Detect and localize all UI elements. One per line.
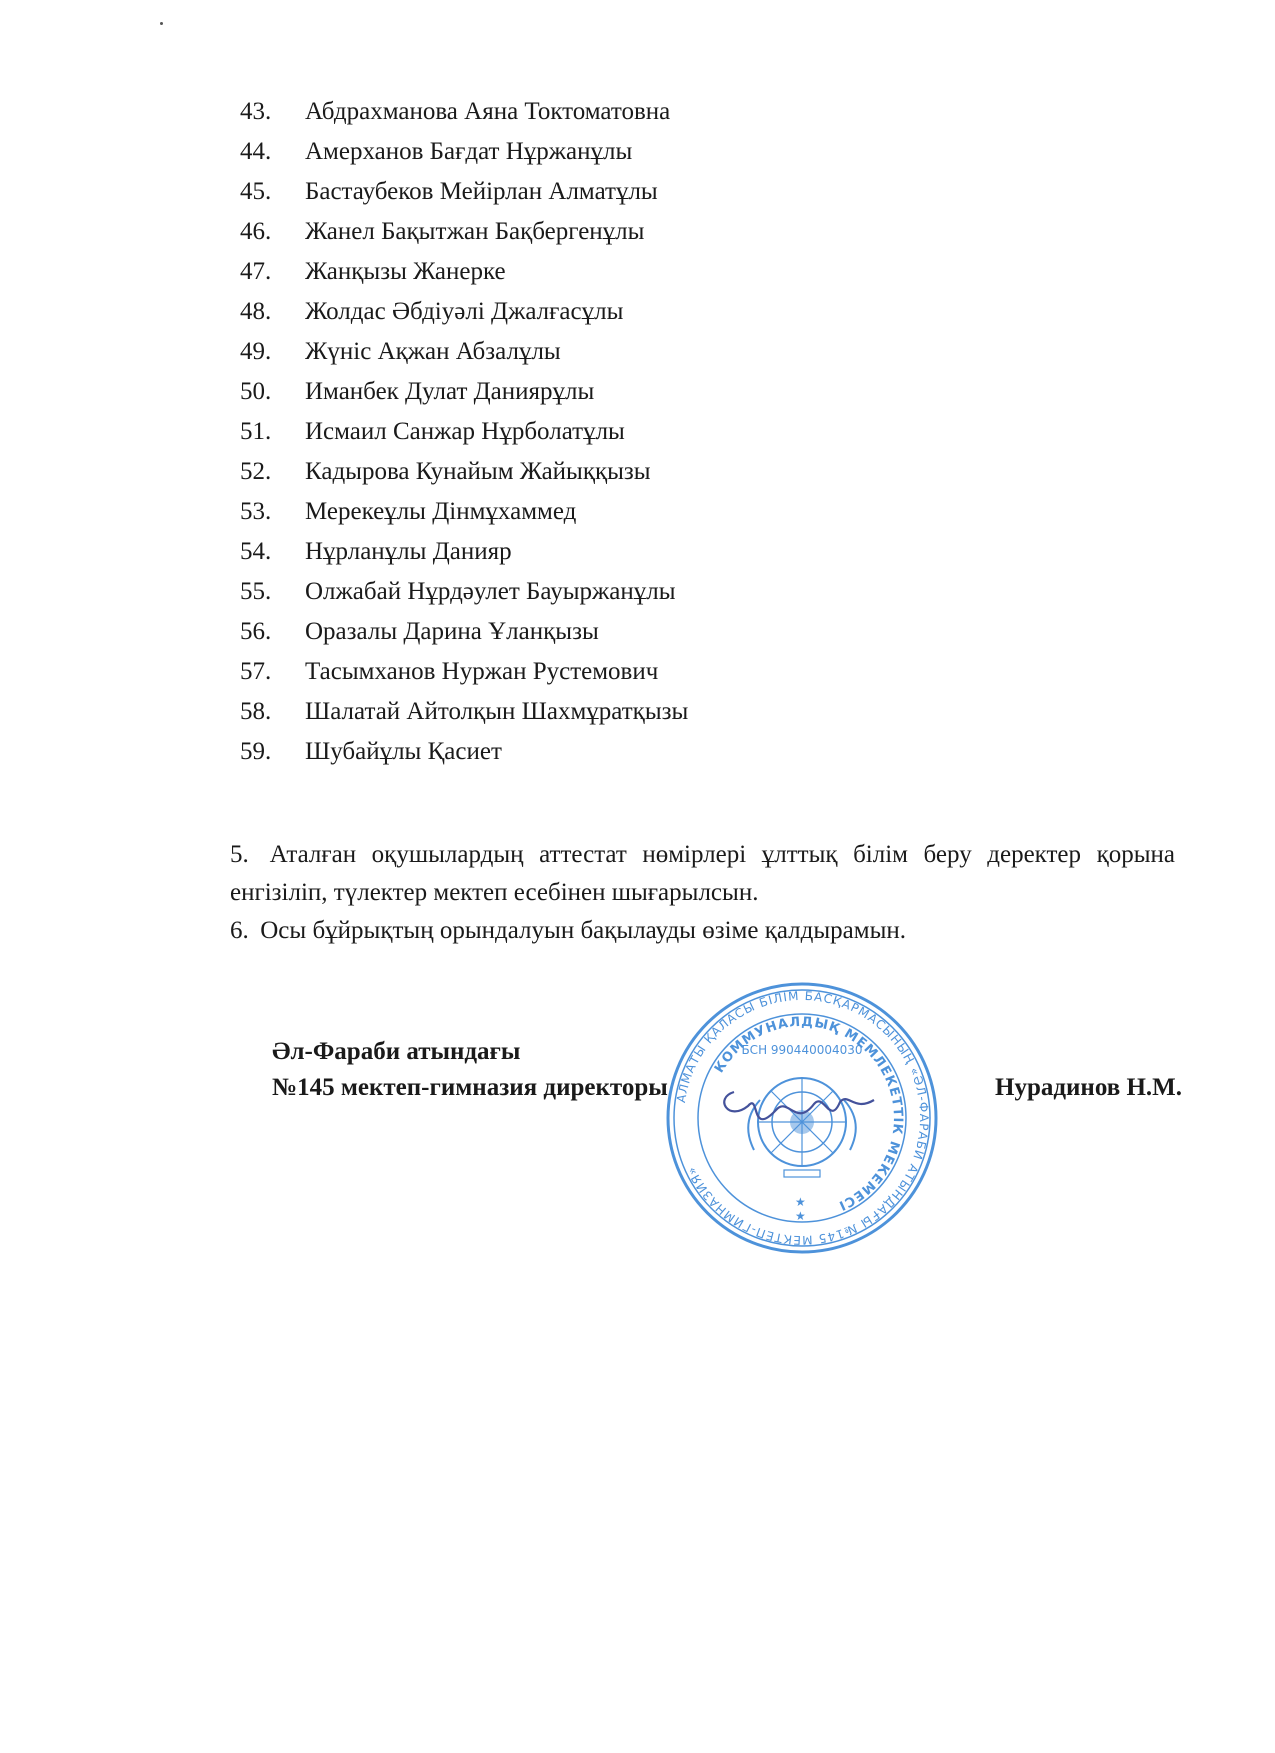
student-list-item [240, 492, 688, 532]
student-name: Абдрахманова Аяна Токтоматовна [305, 98, 671, 125]
student-number: 44. [240, 138, 272, 165]
student-number: 59. [240, 738, 272, 765]
student-name: Шалатай Айтолқын Шахмұратқызы [305, 698, 689, 725]
svg-text:★: ★ [795, 1209, 806, 1223]
student-list-item [240, 692, 688, 732]
student-list-item [240, 652, 688, 692]
student-list-item [240, 572, 688, 612]
scan-speck [160, 22, 163, 25]
signature-title-line-2: №145 мектеп-гимназия директоры [272, 1074, 668, 1101]
student-name: Тасымханов Нуржан Рустемович [305, 658, 659, 685]
svg-text:★: ★ [795, 1195, 806, 1209]
student-name: Нұрланұлы Данияр [305, 538, 512, 565]
signature-title-line-1: Әл-Фараби атындағы [272, 1038, 521, 1065]
student-list-item [240, 132, 688, 172]
paragraph-text: Аталған оқушылардың аттестат нөмірлері ұлттық білім беру деректер қорына енгізіліп, түлектер мектеп есебінен шығарылсын. [230, 841, 1175, 906]
student-number: 55. [240, 578, 272, 605]
stamp-bin: БСН 990440004030 [741, 1043, 863, 1057]
student-name: Бастаубеков Мейірлан Алматұлы [305, 178, 658, 205]
student-number: 49. [240, 338, 272, 365]
student-list-item [240, 332, 688, 372]
order-paragraph [230, 836, 1175, 912]
student-name: Олжабай Нұрдәулет Бауыржанұлы [305, 578, 676, 605]
student-list-item [240, 212, 688, 252]
paragraph-text: Осы бұйрықтың орындалуын бақылауды өзіме қалдырамын. [260, 917, 906, 944]
order-paragraph [230, 912, 1175, 950]
paragraph-number: 5. [230, 841, 249, 868]
student-number: 52. [240, 458, 272, 485]
student-number: 50. [240, 378, 272, 405]
student-list-item [240, 452, 688, 492]
student-list-item [240, 732, 688, 772]
director-name: Нурадинов Н.М. [995, 1074, 1182, 1101]
student-list-item [240, 612, 688, 652]
student-number: 58. [240, 698, 272, 725]
student-name: Иманбек Дулат Данияpұлы [305, 378, 595, 405]
student-name: Кадырова Кунайым Жайыққызы [305, 458, 651, 485]
student-name: Амерханов Бағдат Нұржанұлы [305, 138, 633, 165]
student-name: Жүніс Ақжан Абзалұлы [305, 338, 561, 365]
student-list-item [240, 412, 688, 452]
student-name: Жолдас Әбдіуәлі Джалғасұлы [305, 298, 624, 325]
student-list-item [240, 532, 688, 572]
student-number: 54. [240, 538, 272, 565]
emblem-icon [748, 1078, 856, 1177]
student-number: 56. [240, 618, 272, 645]
student-number: 46. [240, 218, 272, 245]
student-list-item [240, 372, 688, 412]
student-list-item [240, 92, 688, 132]
order-paragraphs [230, 836, 1175, 950]
student-number: 45. [240, 178, 272, 205]
student-name: Исмаил Санжар Нұрболатұлы [305, 418, 625, 445]
student-name: Мерекеұлы Дінмұхаммед [305, 498, 577, 525]
student-number: 53. [240, 498, 272, 525]
student-name: Оразалы Дарина Ұланқызы [305, 618, 599, 645]
stamp-outer-text: АЛМАТЫ ҚАЛАСЫ БІЛІМ БАСҚАРМАСЫНЫҢ «ӘЛ-ФАРАБИ АТЫНДАҒЫ №145 МЕКТЕП-ГИМНАЗИЯ» [673, 988, 932, 1248]
student-number: 48. [240, 298, 272, 325]
stamp-inner-text: КОММУНАЛДЫҚ МЕМЛЕКЕТТІК МЕКЕМЕСІ [711, 1014, 906, 1213]
student-number: 57. [240, 658, 272, 685]
official-stamp [664, 980, 940, 1256]
student-list-item [240, 252, 688, 292]
student-number: 47. [240, 258, 272, 285]
student-number: 43. [240, 98, 272, 125]
student-name: Шубайұлы Қасиет [305, 738, 502, 765]
student-name: Жанел Бақытжан Бақбергенұлы [305, 218, 645, 245]
student-number: 51. [240, 418, 272, 445]
student-list-item [240, 172, 688, 212]
student-list [240, 92, 688, 772]
paragraph-number: 6. [230, 917, 249, 944]
student-list-item [240, 292, 688, 332]
stamp-stars [795, 1195, 806, 1223]
student-name: Жанқызы Жанерке [305, 258, 506, 285]
